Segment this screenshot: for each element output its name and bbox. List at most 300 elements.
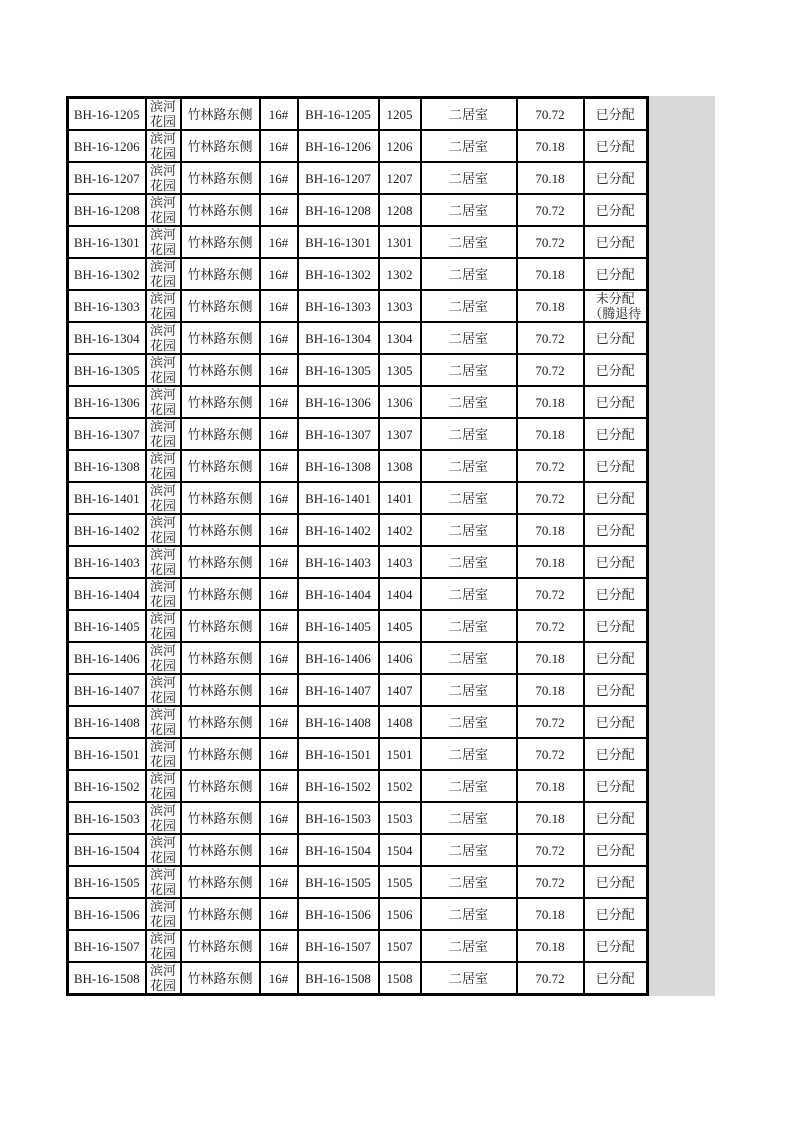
- cell-area: 70.18: [517, 130, 584, 162]
- cell-layout-type: 二居室: [421, 130, 517, 162]
- cell-street-location: 竹林路东侧: [181, 834, 260, 866]
- cell-estate-name: 滨河花园: [146, 418, 181, 450]
- cell-street-location: 竹林路东侧: [181, 386, 260, 418]
- cell-unit-code-repeat: BH-16-1501: [298, 738, 379, 770]
- status-text: 已分配: [595, 106, 635, 122]
- cell-layout-type: 二居室: [421, 578, 517, 610]
- cell-room-number: 1406: [379, 642, 421, 674]
- cell-street-location: 竹林路东侧: [181, 418, 260, 450]
- cell-estate-name: 滨河花园: [146, 674, 181, 706]
- cell-room-number: 1307: [379, 418, 421, 450]
- cell-unit-code-repeat: BH-16-1207: [298, 162, 379, 194]
- cell-room-number: 1303: [379, 290, 421, 322]
- cell-room-number: 1401: [379, 482, 421, 514]
- status-text: 未分配: [595, 291, 635, 306]
- cell-estate-name: 滨河花园: [146, 834, 181, 866]
- cell-area: 70.18: [517, 642, 584, 674]
- cell-unit-code-repeat: BH-16-1206: [298, 130, 379, 162]
- cell-street-location: 竹林路东侧: [181, 194, 260, 226]
- cell-unit-code-repeat: BH-16-1301: [298, 226, 379, 258]
- cell-unit-code-repeat: BH-16-1508: [298, 962, 379, 995]
- cell-unit-code: BH-16-1302: [68, 258, 146, 290]
- cell-building-number: 16#: [260, 770, 298, 802]
- table-row: [68, 290, 648, 322]
- cell-building-number: 16#: [260, 578, 298, 610]
- status-text: 已分配: [595, 618, 635, 634]
- cell-area: 70.18: [517, 418, 584, 450]
- cell-building-number: 16#: [260, 642, 298, 674]
- cell-unit-code: BH-16-1206: [68, 130, 146, 162]
- cell-unit-code: BH-16-1308: [68, 450, 146, 482]
- cell-allocation-status: [584, 930, 648, 962]
- cell-street-location: 竹林路东侧: [181, 354, 260, 386]
- status-text: 已分配: [595, 970, 635, 986]
- cell-allocation-status: [584, 578, 648, 610]
- table-row: [68, 98, 648, 131]
- status-text: 已分配: [595, 906, 635, 922]
- cell-unit-code: BH-16-1501: [68, 738, 146, 770]
- cell-building-number: 16#: [260, 386, 298, 418]
- cell-allocation-status: [584, 418, 648, 450]
- cell-building-number: 16#: [260, 674, 298, 706]
- cell-area: 70.18: [517, 290, 584, 322]
- cell-room-number: 1207: [379, 162, 421, 194]
- table-row: [68, 898, 648, 930]
- cell-building-number: 16#: [260, 962, 298, 995]
- table-row: [68, 354, 648, 386]
- cell-allocation-status: [584, 130, 648, 162]
- cell-area: 70.72: [517, 738, 584, 770]
- cell-allocation-status: [584, 866, 648, 898]
- cell-area: 70.72: [517, 354, 584, 386]
- cell-building-number: 16#: [260, 418, 298, 450]
- cell-street-location: 竹林路东侧: [181, 450, 260, 482]
- cell-building-number: 16#: [260, 290, 298, 322]
- cell-unit-code-repeat: BH-16-1303: [298, 290, 379, 322]
- cell-street-location: 竹林路东侧: [181, 706, 260, 738]
- cell-unit-code-repeat: BH-16-1403: [298, 546, 379, 578]
- cell-unit-code: BH-16-1401: [68, 482, 146, 514]
- cell-unit-code: BH-16-1207: [68, 162, 146, 194]
- cell-layout-type: 二居室: [421, 642, 517, 674]
- cell-allocation-status: [584, 642, 648, 674]
- cell-street-location: 竹林路东侧: [181, 130, 260, 162]
- status-text: 已分配: [595, 138, 635, 154]
- cell-building-number: 16#: [260, 546, 298, 578]
- table-row: [68, 610, 648, 642]
- cell-estate-name: 滨河花园: [146, 546, 181, 578]
- cell-estate-name: 滨河花园: [146, 290, 181, 322]
- table-row: [68, 322, 648, 354]
- cell-building-number: 16#: [260, 610, 298, 642]
- cell-estate-name: 滨河花园: [146, 962, 181, 995]
- cell-layout-type: 二居室: [421, 482, 517, 514]
- cell-allocation-status: [584, 194, 648, 226]
- cell-layout-type: 二居室: [421, 162, 517, 194]
- cell-building-number: 16#: [260, 866, 298, 898]
- cell-unit-code-repeat: BH-16-1502: [298, 770, 379, 802]
- cell-unit-code: BH-16-1405: [68, 610, 146, 642]
- cell-building-number: 16#: [260, 514, 298, 546]
- cell-street-location: 竹林路东侧: [181, 322, 260, 354]
- cell-estate-name: 滨河花园: [146, 130, 181, 162]
- cell-building-number: 16#: [260, 194, 298, 226]
- cell-street-location: 竹林路东侧: [181, 770, 260, 802]
- table-row: [68, 706, 648, 738]
- cell-layout-type: 二居室: [421, 674, 517, 706]
- cell-area: 70.72: [517, 578, 584, 610]
- cell-allocation-status: [584, 386, 648, 418]
- cell-building-number: 16#: [260, 930, 298, 962]
- table-row: [68, 162, 648, 194]
- cell-layout-type: 二居室: [421, 290, 517, 322]
- cell-building-number: 16#: [260, 450, 298, 482]
- cell-room-number: 1302: [379, 258, 421, 290]
- table-row: [68, 482, 648, 514]
- cell-unit-code: BH-16-1502: [68, 770, 146, 802]
- cell-building-number: 16#: [260, 898, 298, 930]
- cell-area: 70.18: [517, 386, 584, 418]
- cell-building-number: 16#: [260, 130, 298, 162]
- cell-allocation-status: [584, 834, 648, 866]
- cell-unit-code-repeat: BH-16-1507: [298, 930, 379, 962]
- cell-area: 70.18: [517, 514, 584, 546]
- cell-layout-type: 二居室: [421, 834, 517, 866]
- shaded-strip: [649, 96, 715, 996]
- cell-allocation-status: [584, 898, 648, 930]
- cell-unit-code: BH-16-1304: [68, 322, 146, 354]
- cell-layout-type: 二居室: [421, 930, 517, 962]
- cell-building-number: 16#: [260, 258, 298, 290]
- cell-layout-type: 二居室: [421, 226, 517, 258]
- cell-allocation-status: [584, 738, 648, 770]
- cell-building-number: 16#: [260, 226, 298, 258]
- cell-allocation-status: [584, 546, 648, 578]
- cell-layout-type: 二居室: [421, 258, 517, 290]
- cell-room-number: 1501: [379, 738, 421, 770]
- cell-room-number: 1405: [379, 610, 421, 642]
- table-row: [68, 450, 648, 482]
- cell-street-location: 竹林路东侧: [181, 290, 260, 322]
- cell-area: 70.72: [517, 482, 584, 514]
- cell-unit-code-repeat: BH-16-1307: [298, 418, 379, 450]
- cell-layout-type: 二居室: [421, 962, 517, 995]
- cell-estate-name: 滨河花园: [146, 258, 181, 290]
- cell-room-number: 1308: [379, 450, 421, 482]
- table-row: [68, 258, 648, 290]
- cell-area: 70.72: [517, 834, 584, 866]
- cell-unit-code-repeat: BH-16-1402: [298, 514, 379, 546]
- cell-allocation-status: [584, 770, 648, 802]
- cell-estate-name: 滨河花园: [146, 162, 181, 194]
- cell-room-number: 1306: [379, 386, 421, 418]
- cell-estate-name: 滨河花园: [146, 770, 181, 802]
- cell-area: 70.18: [517, 770, 584, 802]
- status-note: （腾退待: [589, 306, 642, 321]
- cell-allocation-status: [584, 706, 648, 738]
- cell-estate-name: 滨河花园: [146, 930, 181, 962]
- cell-area: 70.72: [517, 450, 584, 482]
- cell-area: 70.72: [517, 962, 584, 995]
- cell-room-number: 1507: [379, 930, 421, 962]
- cell-layout-type: 二居室: [421, 194, 517, 226]
- cell-allocation-status: [584, 674, 648, 706]
- cell-room-number: 1508: [379, 962, 421, 995]
- table-row: [68, 962, 648, 995]
- cell-street-location: 竹林路东侧: [181, 514, 260, 546]
- cell-area: 70.18: [517, 162, 584, 194]
- cell-estate-name: 滨河花园: [146, 386, 181, 418]
- status-text: 已分配: [595, 554, 635, 570]
- cell-unit-code: BH-16-1406: [68, 642, 146, 674]
- status-text: 已分配: [595, 170, 635, 186]
- status-text: 已分配: [595, 522, 635, 538]
- cell-unit-code-repeat: BH-16-1208: [298, 194, 379, 226]
- cell-unit-code: BH-16-1503: [68, 802, 146, 834]
- cell-allocation-status: [584, 610, 648, 642]
- table-row: [68, 738, 648, 770]
- status-text: 已分配: [595, 234, 635, 250]
- cell-layout-type: 二居室: [421, 610, 517, 642]
- cell-unit-code-repeat: BH-16-1408: [298, 706, 379, 738]
- status-text: 已分配: [595, 362, 635, 378]
- cell-unit-code-repeat: BH-16-1506: [298, 898, 379, 930]
- table-body: [68, 98, 648, 995]
- cell-unit-code: BH-16-1505: [68, 866, 146, 898]
- cell-area: 70.72: [517, 98, 584, 131]
- status-text: 已分配: [595, 394, 635, 410]
- status-text: 已分配: [595, 778, 635, 794]
- cell-unit-code: BH-16-1205: [68, 98, 146, 131]
- cell-street-location: 竹林路东侧: [181, 738, 260, 770]
- table-row: [68, 194, 648, 226]
- cell-unit-code: BH-16-1306: [68, 386, 146, 418]
- status-text: 已分配: [595, 682, 635, 698]
- cell-unit-code: BH-16-1504: [68, 834, 146, 866]
- cell-estate-name: 滨河花园: [146, 898, 181, 930]
- cell-unit-code-repeat: BH-16-1504: [298, 834, 379, 866]
- cell-street-location: 竹林路东侧: [181, 866, 260, 898]
- cell-street-location: 竹林路东侧: [181, 610, 260, 642]
- cell-street-location: 竹林路东侧: [181, 546, 260, 578]
- table-row: [68, 514, 648, 546]
- cell-unit-code-repeat: BH-16-1306: [298, 386, 379, 418]
- cell-unit-code-repeat: BH-16-1302: [298, 258, 379, 290]
- cell-area: 70.72: [517, 866, 584, 898]
- cell-estate-name: 滨河花园: [146, 610, 181, 642]
- cell-allocation-status: [584, 226, 648, 258]
- cell-layout-type: 二居室: [421, 418, 517, 450]
- table-row: [68, 642, 648, 674]
- cell-estate-name: 滨河花园: [146, 354, 181, 386]
- table-row: [68, 802, 648, 834]
- cell-room-number: 1402: [379, 514, 421, 546]
- cell-street-location: 竹林路东侧: [181, 930, 260, 962]
- table-row: [68, 386, 648, 418]
- table-row: [68, 930, 648, 962]
- status-text: 已分配: [595, 202, 635, 218]
- cell-estate-name: 滨河花园: [146, 226, 181, 258]
- status-text: 已分配: [595, 458, 635, 474]
- cell-unit-code: BH-16-1408: [68, 706, 146, 738]
- table-row: [68, 546, 648, 578]
- cell-unit-code-repeat: BH-16-1205: [298, 98, 379, 131]
- cell-street-location: 竹林路东侧: [181, 162, 260, 194]
- cell-layout-type: 二居室: [421, 386, 517, 418]
- table-row: [68, 418, 648, 450]
- cell-area: 70.72: [517, 610, 584, 642]
- cell-building-number: 16#: [260, 162, 298, 194]
- cell-room-number: 1208: [379, 194, 421, 226]
- cell-layout-type: 二居室: [421, 322, 517, 354]
- cell-building-number: 16#: [260, 482, 298, 514]
- cell-estate-name: 滨河花园: [146, 738, 181, 770]
- cell-room-number: 1504: [379, 834, 421, 866]
- cell-area: 70.72: [517, 194, 584, 226]
- cell-unit-code: BH-16-1403: [68, 546, 146, 578]
- cell-room-number: 1407: [379, 674, 421, 706]
- cell-unit-code: BH-16-1507: [68, 930, 146, 962]
- cell-area: 70.72: [517, 706, 584, 738]
- cell-area: 70.18: [517, 674, 584, 706]
- cell-area: 70.18: [517, 930, 584, 962]
- cell-unit-code-repeat: BH-16-1404: [298, 578, 379, 610]
- cell-estate-name: 滨河花园: [146, 98, 181, 131]
- cell-unit-code-repeat: BH-16-1305: [298, 354, 379, 386]
- cell-layout-type: 二居室: [421, 354, 517, 386]
- cell-area: 70.18: [517, 802, 584, 834]
- cell-layout-type: 二居室: [421, 514, 517, 546]
- cell-building-number: 16#: [260, 354, 298, 386]
- cell-room-number: 1404: [379, 578, 421, 610]
- cell-area: 70.72: [517, 322, 584, 354]
- cell-layout-type: 二居室: [421, 706, 517, 738]
- table-row: [68, 674, 648, 706]
- cell-estate-name: 滨河花园: [146, 482, 181, 514]
- cell-room-number: 1502: [379, 770, 421, 802]
- cell-estate-name: 滨河花园: [146, 866, 181, 898]
- cell-allocation-status: [584, 162, 648, 194]
- table-row: [68, 130, 648, 162]
- cell-street-location: 竹林路东侧: [181, 962, 260, 995]
- cell-street-location: 竹林路东侧: [181, 482, 260, 514]
- cell-layout-type: 二居室: [421, 450, 517, 482]
- housing-allocation-table: [66, 96, 649, 996]
- cell-estate-name: 滨河花园: [146, 642, 181, 674]
- cell-unit-code-repeat: BH-16-1406: [298, 642, 379, 674]
- cell-building-number: 16#: [260, 322, 298, 354]
- cell-room-number: 1503: [379, 802, 421, 834]
- cell-estate-name: 滨河花园: [146, 802, 181, 834]
- cell-allocation-status: [584, 802, 648, 834]
- cell-room-number: 1206: [379, 130, 421, 162]
- status-text: 已分配: [595, 842, 635, 858]
- cell-area: 70.18: [517, 898, 584, 930]
- status-text: 已分配: [595, 426, 635, 442]
- cell-estate-name: 滨河花园: [146, 194, 181, 226]
- status-text: 已分配: [595, 874, 635, 890]
- cell-allocation-status: [584, 514, 648, 546]
- cell-unit-code: BH-16-1303: [68, 290, 146, 322]
- cell-room-number: 1505: [379, 866, 421, 898]
- status-text: 已分配: [595, 266, 635, 282]
- cell-area: 70.18: [517, 258, 584, 290]
- cell-building-number: 16#: [260, 802, 298, 834]
- cell-unit-code-repeat: BH-16-1308: [298, 450, 379, 482]
- cell-allocation-status: [584, 290, 648, 322]
- cell-unit-code-repeat: BH-16-1407: [298, 674, 379, 706]
- cell-building-number: 16#: [260, 706, 298, 738]
- cell-unit-code: BH-16-1404: [68, 578, 146, 610]
- status-text: 已分配: [595, 330, 635, 346]
- cell-allocation-status: [584, 482, 648, 514]
- cell-street-location: 竹林路东侧: [181, 258, 260, 290]
- cell-unit-code: BH-16-1307: [68, 418, 146, 450]
- cell-layout-type: 二居室: [421, 546, 517, 578]
- cell-unit-code: BH-16-1402: [68, 514, 146, 546]
- cell-room-number: 1403: [379, 546, 421, 578]
- cell-unit-code-repeat: BH-16-1505: [298, 866, 379, 898]
- cell-room-number: 1506: [379, 898, 421, 930]
- cell-estate-name: 滨河花园: [146, 450, 181, 482]
- cell-unit-code: BH-16-1508: [68, 962, 146, 995]
- cell-allocation-status: [584, 258, 648, 290]
- cell-layout-type: 二居室: [421, 898, 517, 930]
- cell-street-location: 竹林路东侧: [181, 642, 260, 674]
- status-text: 已分配: [595, 810, 635, 826]
- table-row: [68, 226, 648, 258]
- cell-room-number: 1408: [379, 706, 421, 738]
- cell-area: 70.18: [517, 546, 584, 578]
- status-text: 已分配: [595, 490, 635, 506]
- cell-estate-name: 滨河花园: [146, 514, 181, 546]
- cell-street-location: 竹林路东侧: [181, 226, 260, 258]
- cell-unit-code-repeat: BH-16-1405: [298, 610, 379, 642]
- cell-allocation-status: [584, 322, 648, 354]
- cell-unit-code: BH-16-1506: [68, 898, 146, 930]
- status-text: 已分配: [595, 714, 635, 730]
- cell-layout-type: 二居室: [421, 802, 517, 834]
- status-text: 已分配: [595, 746, 635, 762]
- cell-room-number: 1305: [379, 354, 421, 386]
- cell-street-location: 竹林路东侧: [181, 898, 260, 930]
- cell-street-location: 竹林路东侧: [181, 802, 260, 834]
- cell-unit-code: BH-16-1407: [68, 674, 146, 706]
- cell-street-location: 竹林路东侧: [181, 578, 260, 610]
- table-row: [68, 578, 648, 610]
- table-row: [68, 834, 648, 866]
- cell-layout-type: 二居室: [421, 98, 517, 131]
- cell-area: 70.72: [517, 226, 584, 258]
- cell-street-location: 竹林路东侧: [181, 98, 260, 131]
- status-text: 已分配: [595, 650, 635, 666]
- status-text: 已分配: [595, 938, 635, 954]
- cell-building-number: 16#: [260, 738, 298, 770]
- table-row: [68, 866, 648, 898]
- cell-allocation-status: [584, 98, 648, 131]
- cell-allocation-status: [584, 962, 648, 995]
- cell-layout-type: 二居室: [421, 770, 517, 802]
- cell-estate-name: 滨河花园: [146, 322, 181, 354]
- table-row: [68, 770, 648, 802]
- cell-unit-code: BH-16-1305: [68, 354, 146, 386]
- cell-room-number: 1301: [379, 226, 421, 258]
- cell-unit-code-repeat: BH-16-1503: [298, 802, 379, 834]
- cell-layout-type: 二居室: [421, 866, 517, 898]
- cell-unit-code: BH-16-1208: [68, 194, 146, 226]
- cell-layout-type: 二居室: [421, 738, 517, 770]
- cell-room-number: 1304: [379, 322, 421, 354]
